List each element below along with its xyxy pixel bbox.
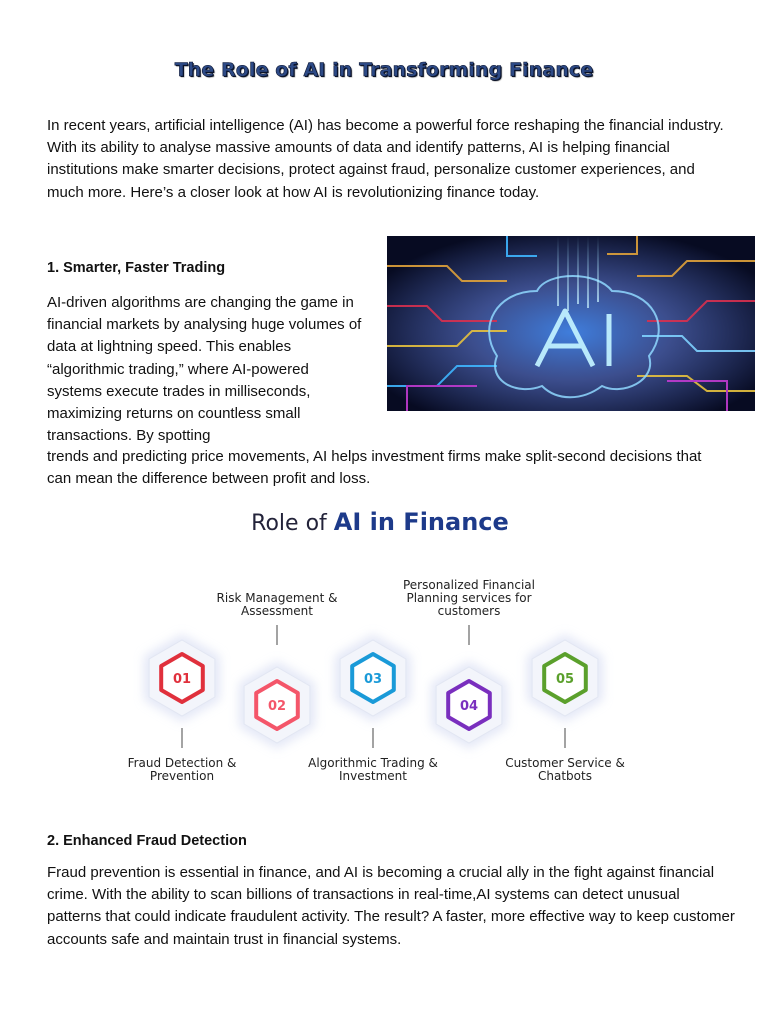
ai-circuit-image bbox=[387, 236, 755, 411]
infographic-title-emphasis: AI in Finance bbox=[333, 508, 509, 536]
step-label-03: Algorithmic Trading & Investment bbox=[308, 756, 438, 783]
step-number-02: 02 bbox=[267, 699, 287, 714]
trading-paragraph-continued: trends and predicting price movements, AI helps investment firms make split-second decisions that can mean the difference between profit and loss. bbox=[47, 448, 702, 488]
ai-image-text: AI bbox=[571, 404, 573, 405]
trading-paragraph: AI-driven algorithms are changing the game in financial markets by analysing huge volumes of data at lightning speed. This enables “algorithmic trading,” where AI-powered systems execute trades in milliseconds, maximizing returns on countless small transactions. By spotting bbox=[47, 294, 362, 445]
document-title: The Role of AI in Transforming Finance bbox=[174, 58, 594, 81]
step-number-01: 01 bbox=[172, 672, 192, 687]
step-label-02: Risk Management & Assessment bbox=[216, 591, 338, 618]
role-of-ai-infographic bbox=[120, 500, 640, 810]
infographic-title-prefix: Role of bbox=[251, 511, 327, 536]
fraud-paragraph: Fraud prevention is essential in finance, and AI is becoming a crucial ally in the fight against financial crime. With the ability to scan billions of transactions in real-time,AI systems can detect unusual patterns that could indicate fraudulent activity. The result? A faster, more effective way to keep customer accounts safe and maintain trust in financial systems. bbox=[47, 864, 735, 948]
step-label-04: Personalized Financial Planning services for customers bbox=[402, 578, 535, 618]
step-label-05: Customer Service & Chatbots bbox=[505, 756, 625, 783]
step-number-03: 03 bbox=[363, 672, 383, 687]
section-heading-fraud: 2. Enhanced Fraud Detection bbox=[47, 833, 247, 849]
step-number-04: 04 bbox=[459, 699, 479, 714]
section-heading-trading: 1. Smarter, Faster Trading bbox=[47, 260, 226, 276]
intro-paragraph: In recent years, artificial intelligence (AI) has become a powerful force reshaping the financial industry. With its ability to analyse massive amounts of data and identify patterns, AI is helping financial institutions make smarter decisions, protect against fraud, personalize customer experiences, and much more. Here’s a closer look at how AI is revolutionizing finance today. bbox=[47, 117, 724, 201]
step-label-01: Fraud Detection & Prevention bbox=[127, 756, 237, 783]
step-number-05: 05 bbox=[555, 672, 575, 687]
